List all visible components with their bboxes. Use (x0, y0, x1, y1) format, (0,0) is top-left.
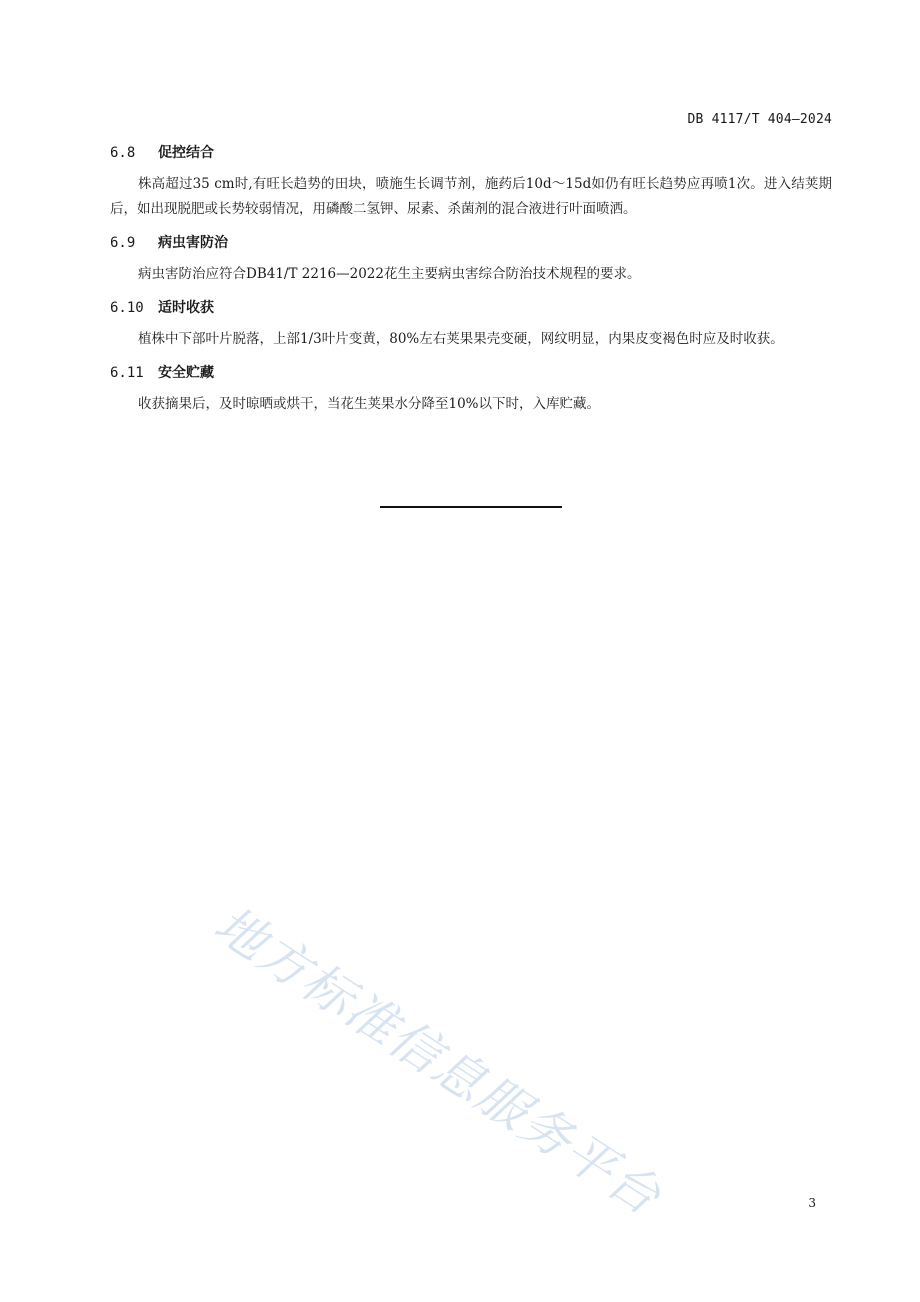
section-number: 6.10 (110, 300, 144, 316)
document-code: DB 4117/T 404—2024 (687, 112, 832, 127)
section-heading (110, 297, 832, 319)
section-paragraph: 植株中下部叶片脱落，上部1/3叶片变黄，80%左右荚果果壳变硬，网纹明显，内果皮变褐色时应及时收获。 (138, 331, 784, 347)
section-title: 安全贮藏 (158, 365, 214, 381)
section-paragraph: 收获摘果后，及时晾晒或烘干，当花生荚果水分降至10%以下时，入库贮藏。 (138, 396, 601, 412)
section-heading (110, 232, 832, 254)
page-number: 3 (808, 1196, 816, 1210)
section-number: 6.11 (110, 365, 144, 381)
section-paragraph: 病虫害防治应符合DB41/T 2216—2022花生主要病虫害综合防治技术规程的要求。 (138, 266, 641, 282)
section-number: 6.8 (110, 145, 136, 161)
section-6-11 (110, 362, 832, 417)
section-title: 促控结合 (158, 145, 214, 161)
watermark: 地方标准信息服务平台 (204, 895, 672, 1227)
section-6-10 (110, 297, 832, 352)
section-6-9 (110, 232, 832, 287)
document-body (110, 142, 832, 427)
section-title: 病虫害防治 (158, 235, 228, 251)
section-title: 适时收获 (158, 300, 214, 316)
section-6-8 (110, 142, 832, 222)
section-number: 6.9 (110, 235, 136, 251)
end-of-text-rule (380, 506, 562, 508)
section-heading (110, 142, 832, 164)
section-heading (110, 362, 832, 384)
section-paragraph: 株高超过35 cm时,有旺长趋势的田块，喷施生长调节剂，施药后10d～15d如仍有旺长趋势应再喷1次。进入结荚期后，如出现脱肥或长势较弱情况，用磷酸二氢钾、尿素、杀菌剂的混合液进行叶面喷洒。 (110, 176, 832, 217)
